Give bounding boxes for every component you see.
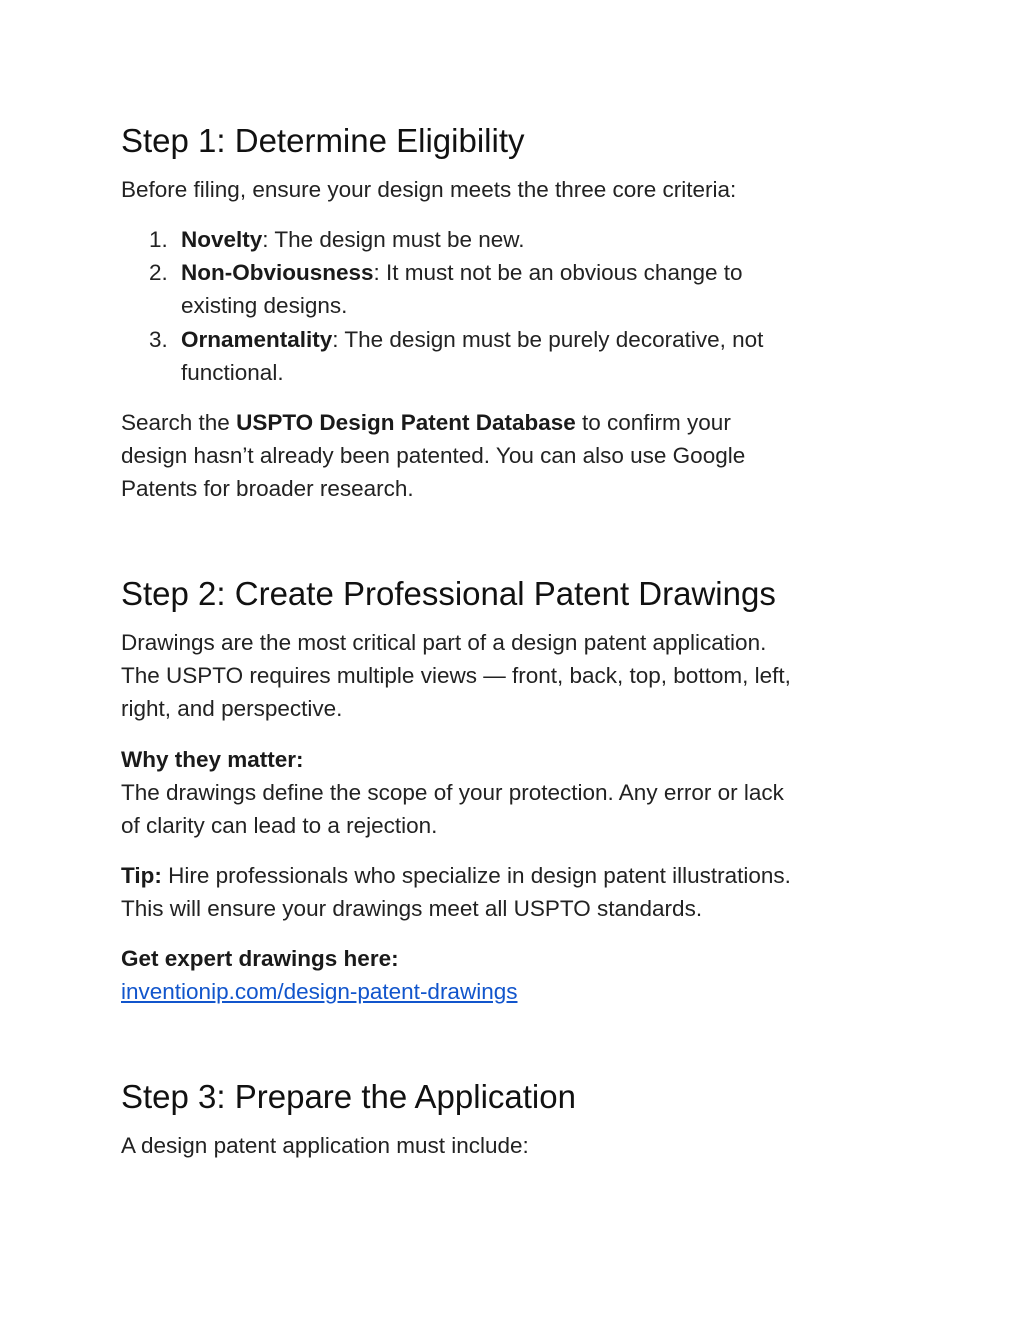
step1-intro: Before filing, ensure your design meets the three core criteria:	[121, 177, 737, 202]
criteria-term: Novelty	[181, 227, 263, 252]
criteria-desc: : The design must be new.	[262, 227, 525, 252]
tip-text: Hire professionals who specialize in design patent illustrations.	[161, 863, 791, 888]
why-line: The drawings define the scope of your protection. Any error or lack	[121, 780, 784, 805]
search-line: design hasn’t already been patented. You can also use Google	[121, 443, 746, 468]
criteria-desc-cont: existing designs.	[181, 293, 348, 318]
step2-heading: Step 2: Create Professional Patent Drawings	[121, 575, 776, 612]
criteria-term: Non-Obviousness	[181, 260, 374, 285]
search-prefix: Search the	[121, 410, 237, 435]
step1-heading: Step 1: Determine Eligibility	[121, 122, 525, 159]
tip-text: This will ensure your drawings meet all USPTO standards.	[121, 896, 703, 921]
list-number: 3.	[149, 327, 168, 352]
uspto-database-name: USPTO Design Patent Database	[236, 410, 576, 435]
tip-label: Tip:	[121, 863, 162, 888]
intro-line: right, and perspective.	[121, 696, 343, 721]
step2-intro	[121, 626, 881, 725]
intro-line: The USPTO requires multiple views — front, back, top, bottom, left,	[121, 663, 791, 688]
why-label: Why they matter:	[121, 747, 304, 772]
list-number: 1.	[149, 227, 168, 252]
criteria-desc: : The design must be purely decorative, not	[332, 327, 764, 352]
criteria-desc-cont: functional.	[181, 360, 284, 385]
expert-label: Get expert drawings here:	[121, 946, 399, 971]
intro-line: Drawings are the most critical part of a design patent application.	[121, 630, 767, 655]
step1-search-paragraph	[121, 406, 881, 505]
tip-paragraph	[121, 859, 881, 925]
design-patent-drawings-link[interactable]: inventionip.com/design-patent-drawings	[121, 979, 518, 1004]
step3-heading: Step 3: Prepare the Application	[121, 1078, 576, 1115]
criteria-desc: : It must not be an obvious change to	[373, 260, 743, 285]
step3-intro: A design patent application must include:	[121, 1133, 529, 1158]
list-item-body	[181, 256, 881, 322]
criteria-term: Ornamentality	[181, 327, 333, 352]
list-number: 2.	[149, 260, 168, 285]
why-they-matter	[121, 743, 881, 842]
search-line: Patents for broader research.	[121, 476, 414, 501]
search-suffix: to confirm your	[575, 410, 731, 435]
list-item-body	[181, 323, 881, 389]
list-item-body	[181, 223, 881, 256]
expert-drawings	[121, 942, 881, 1008]
why-line: of clarity can lead to a rejection.	[121, 813, 438, 838]
